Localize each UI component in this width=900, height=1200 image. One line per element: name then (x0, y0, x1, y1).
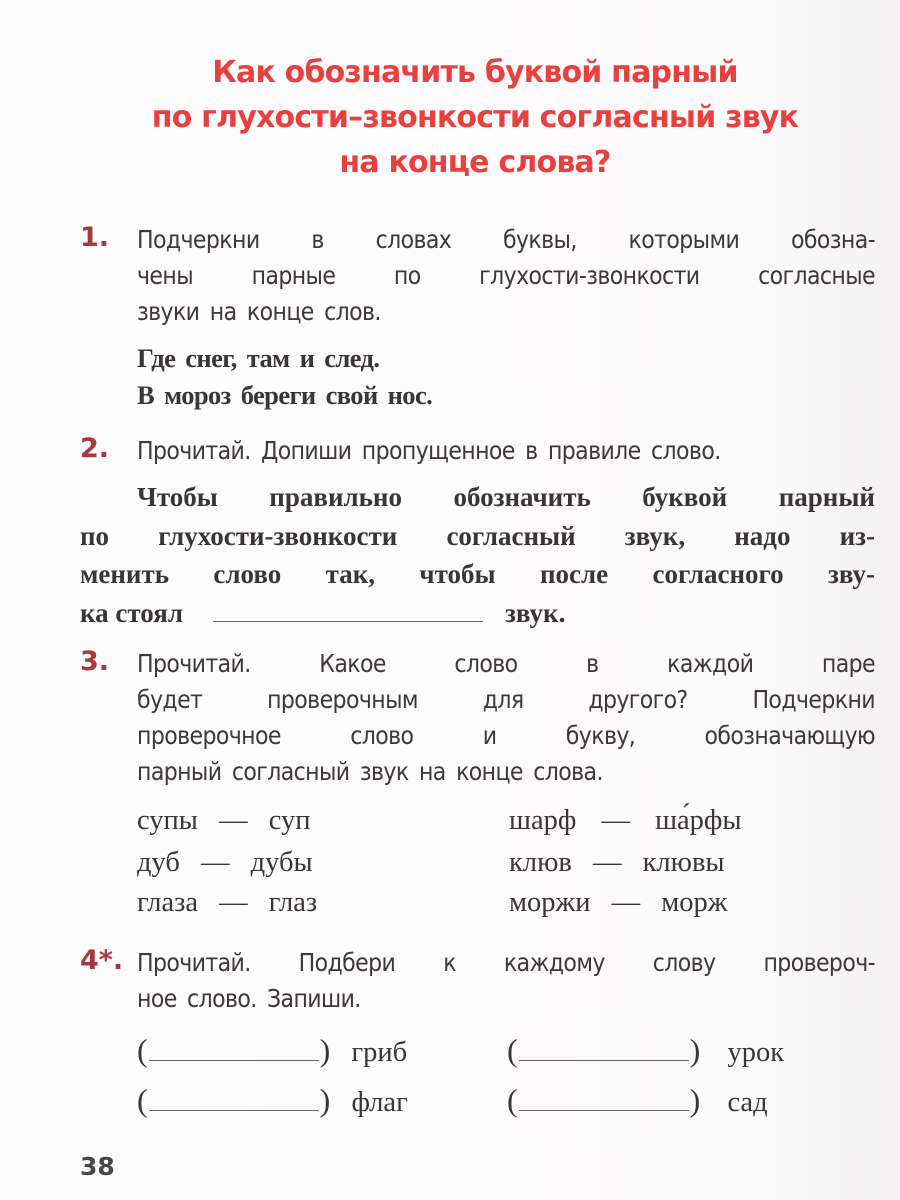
task-instruction (137, 433, 875, 469)
word-pair[interactable] (509, 805, 742, 837)
rule-line-last (80, 594, 875, 633)
pair-dash: — (201, 847, 230, 878)
word-pair[interactable] (509, 847, 725, 879)
open-paren: ( (507, 1032, 518, 1068)
rule-line: по глухости-звонкости согласный звук, надо из- (80, 520, 875, 551)
open-paren: ( (137, 1082, 148, 1118)
proverbs (137, 340, 875, 414)
pair-dash: — (611, 887, 641, 918)
rule-line: Чтобы правильно обозначить буквой парный (137, 482, 875, 512)
pair-word[interactable]: дуб (137, 847, 180, 878)
instruction-line: Прочитай. Допиши пропущенное в правиле слово. (137, 436, 721, 465)
task-number: 2. (80, 433, 110, 464)
pair-word[interactable]: шарф (509, 805, 577, 836)
open-paren: ( (137, 1032, 148, 1068)
fill-item-urok (507, 1032, 784, 1069)
answer-blank[interactable] (149, 1086, 319, 1111)
rule-prefix: ка стоял (80, 597, 184, 628)
missing-word-blank[interactable] (213, 601, 483, 622)
instruction-line: Прочитай. Подбери к каждому слову провероч- (137, 948, 875, 977)
fill-item-flag (137, 1082, 408, 1119)
pair-dash: — (219, 887, 248, 918)
pair-dash: — (219, 805, 248, 836)
page-number: 38 (80, 1152, 115, 1181)
title-line: по глухости–звонкости согласный звук (151, 100, 799, 135)
instruction-line: парный согласный звук на конце слова. (137, 757, 603, 786)
page-title (100, 50, 850, 185)
word-pair[interactable] (137, 805, 310, 837)
pair-word[interactable]: морж (661, 887, 728, 918)
word-pair[interactable] (137, 847, 313, 879)
target-word: флаг (351, 1087, 408, 1118)
fill-item-grib (137, 1032, 407, 1069)
title-line: на конце слова? (339, 145, 611, 180)
word-pair[interactable] (509, 887, 727, 919)
rule-line: менить слово так, чтобы после согласного зву- (80, 559, 875, 589)
task-number: 4*. (80, 945, 124, 976)
close-paren: ) (689, 1032, 701, 1068)
pair-dash: — (601, 805, 630, 836)
target-word: урок (727, 1037, 785, 1068)
pair-word[interactable]: моржи (509, 887, 591, 918)
instruction-line: Прочитай. Какое слово в каждой паре (137, 649, 875, 678)
pair-word[interactable]: суп (268, 805, 311, 836)
title-line: Как обозначить буквой парный (212, 55, 738, 90)
task-instruction (137, 646, 875, 790)
fill-item-sad (507, 1082, 768, 1119)
close-paren: ) (319, 1032, 331, 1068)
answer-blank[interactable] (519, 1086, 689, 1111)
proverb-line[interactable]: Где снег, там и след. (137, 343, 380, 373)
instruction-line: звуки на конце слов. (137, 297, 381, 326)
proverb-line[interactable]: В мороз береги свой нос. (137, 380, 433, 410)
pair-word[interactable]: глаза (137, 887, 199, 918)
task-number: 3. (80, 646, 110, 677)
answer-blank[interactable] (519, 1036, 689, 1061)
instruction-line: чены парные по глухости-звонкости согласные (137, 261, 875, 290)
close-paren: ) (689, 1082, 701, 1118)
pair-word[interactable]: супы (137, 805, 198, 836)
close-paren: ) (319, 1082, 331, 1118)
pair-dash: — (592, 847, 622, 878)
task-instruction (137, 222, 875, 330)
instruction-line: ное слово. Запиши. (137, 984, 361, 1013)
instruction-line: проверочное слово и букву, обозначающую (137, 721, 875, 750)
target-word: гриб (351, 1037, 408, 1068)
task-instruction (137, 945, 875, 1017)
rule-suffix: звук. (505, 597, 566, 628)
pair-word[interactable]: глаз (268, 887, 318, 918)
instruction-line: Подчеркни в словах буквы, которыми обозна- (137, 225, 875, 254)
target-word: сад (727, 1087, 768, 1118)
word-pair[interactable] (137, 887, 317, 919)
pair-word[interactable]: клювы (642, 847, 725, 878)
pair-word[interactable]: ша́рфы (655, 805, 742, 836)
pair-word[interactable]: клюв (509, 847, 572, 878)
answer-blank[interactable] (149, 1036, 319, 1061)
instruction-line: будет проверочным для другого? Подчеркни (137, 685, 875, 714)
open-paren: ( (507, 1082, 518, 1118)
rule-text (80, 478, 875, 632)
task-number: 1. (80, 222, 110, 253)
pair-word[interactable]: дубы (250, 847, 313, 878)
